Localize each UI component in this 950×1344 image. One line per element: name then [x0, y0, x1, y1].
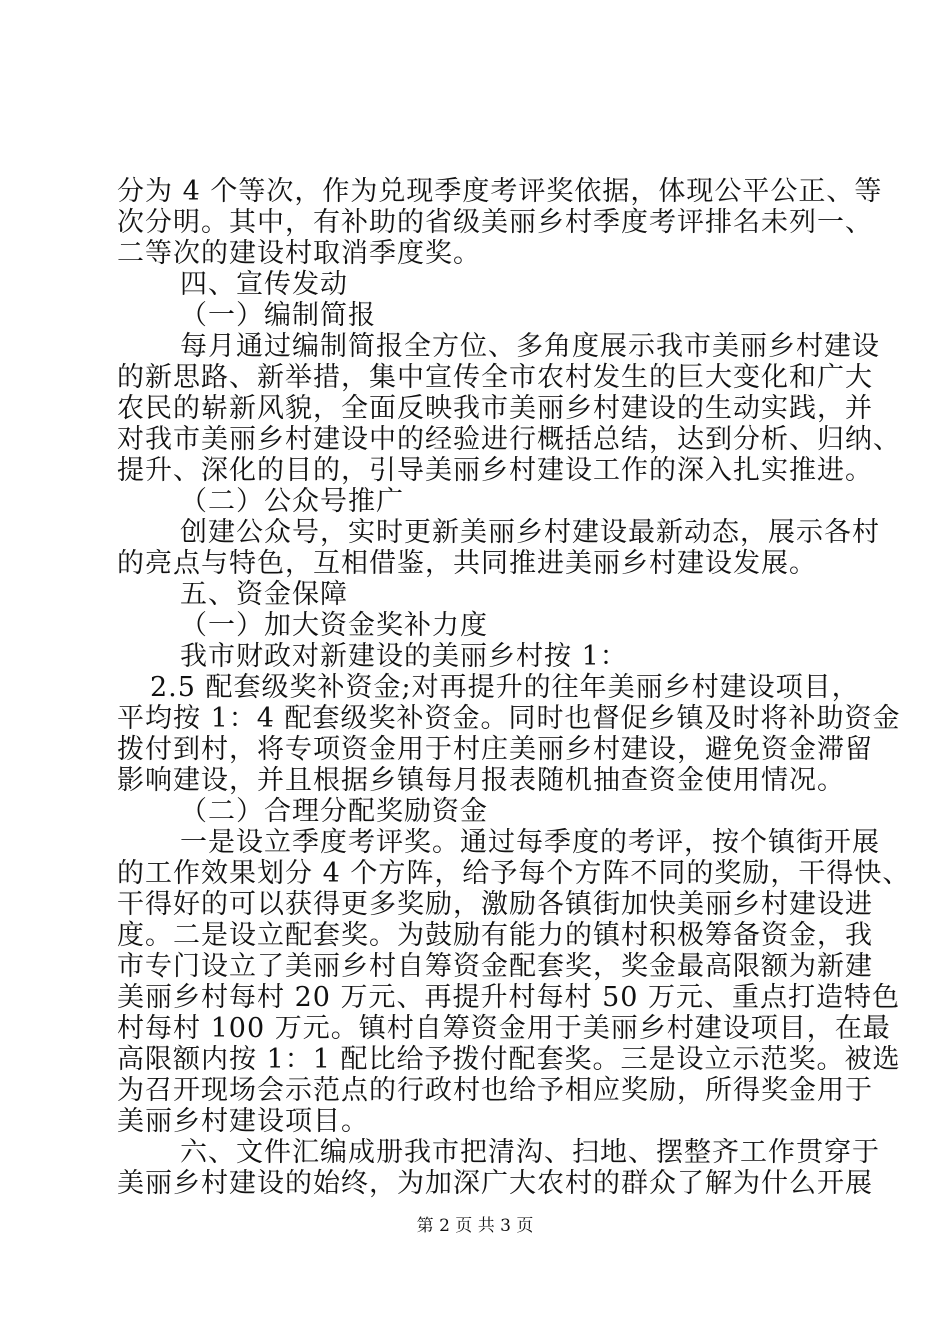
body-line: 美丽乡村每村 20 万元、再提升村每村 50 万元、重点打造特色 [117, 982, 901, 1013]
body-line: 对我市美丽乡村建设中的经验进行概括总结，达到分析、归纳、 [117, 424, 901, 455]
page-number-footer: 第 2 页 共 3 页 [416, 1216, 534, 1236]
body-line: 拨付到村，将专项资金用于村庄美丽乡村建设，避免资金滞留 [117, 734, 873, 765]
body-line: 高限额内按 1：1 配比给予拨付配套奖。三是设立示范奖。被选 [117, 1044, 901, 1075]
body-line: 为召开现场会示范点的行政村也给予相应奖励，所得奖金用于 [117, 1075, 873, 1106]
body-line: 分为 4 个等次，作为兑现季度考评奖依据，体现公平公正、等 [117, 176, 883, 207]
body-line: 的亮点与特色，互相借鉴，共同推进美丽乡村建设发展。 [117, 548, 817, 579]
body-line: 市专门设立了美丽乡村自筹资金配套奖，奖金最高限额为新建 [117, 951, 873, 982]
section-heading: 四、宣传发动 [180, 269, 348, 300]
subsection-heading: （一）加大资金奖补力度 [180, 610, 488, 641]
body-line: 平均按 1：4 配套级奖补资金。同时也督促乡镇及时将补助资金 [117, 703, 901, 734]
body-line: 二等次的建设村取消季度奖。 [117, 238, 481, 269]
section-heading: 六、文件汇编成册我市把清沟、扫地、摆整齐工作贯穿于 [180, 1137, 880, 1168]
body-line: 的工作效果划分 4 个方阵，给予每个方阵不同的奖励，干得快、 [117, 858, 911, 889]
body-line: 我市财政对新建设的美丽乡村按 1： [180, 641, 628, 672]
body-line: 每月通过编制简报全方位、多角度展示我市美丽乡村建设 [180, 331, 880, 362]
body-line: 创建公众号，实时更新美丽乡村建设最新动态，展示各村 [180, 517, 880, 548]
body-line: 村每村 100 万元。镇村自筹资金用于美丽乡村建设项目，在最 [117, 1013, 891, 1044]
body-line: 美丽乡村建设的始终，为加深广大农村的群众了解为什么开展 [117, 1168, 873, 1199]
body-line: 2.5 配套级奖补资金;对再提升的往年美丽乡村建设项目， [150, 672, 860, 703]
subsection-heading: （二）合理分配奖励资金 [180, 796, 488, 827]
body-line: 度。二是设立配套奖。为鼓励有能力的镇村积极筹备资金，我 [117, 920, 873, 951]
body-line: 农民的崭新风貌，全面反映我市美丽乡村建设的生动实践，并 [117, 393, 873, 424]
body-line: 的新思路、新举措，集中宣传全市农村发生的巨大变化和广大 [117, 362, 873, 393]
body-line: 美丽乡村建设项目。 [117, 1106, 369, 1137]
body-line: 一是设立季度考评奖。通过每季度的考评，按个镇街开展 [180, 827, 880, 858]
body-line: 影响建设，并且根据乡镇每月报表随机抽查资金使用情况。 [117, 765, 845, 796]
subsection-heading: （一）编制简报 [180, 300, 376, 331]
subsection-heading: （二）公众号推广 [180, 486, 404, 517]
body-line: 次分明。其中，有补助的省级美丽乡村季度考评排名未列一、 [117, 207, 873, 238]
body-line: 提升、深化的目的，引导美丽乡村建设工作的深入扎实推进。 [117, 455, 873, 486]
section-heading: 五、资金保障 [180, 579, 348, 610]
body-line: 干得好的可以获得更多奖励，激励各镇街加快美丽乡村建设进 [117, 889, 873, 920]
